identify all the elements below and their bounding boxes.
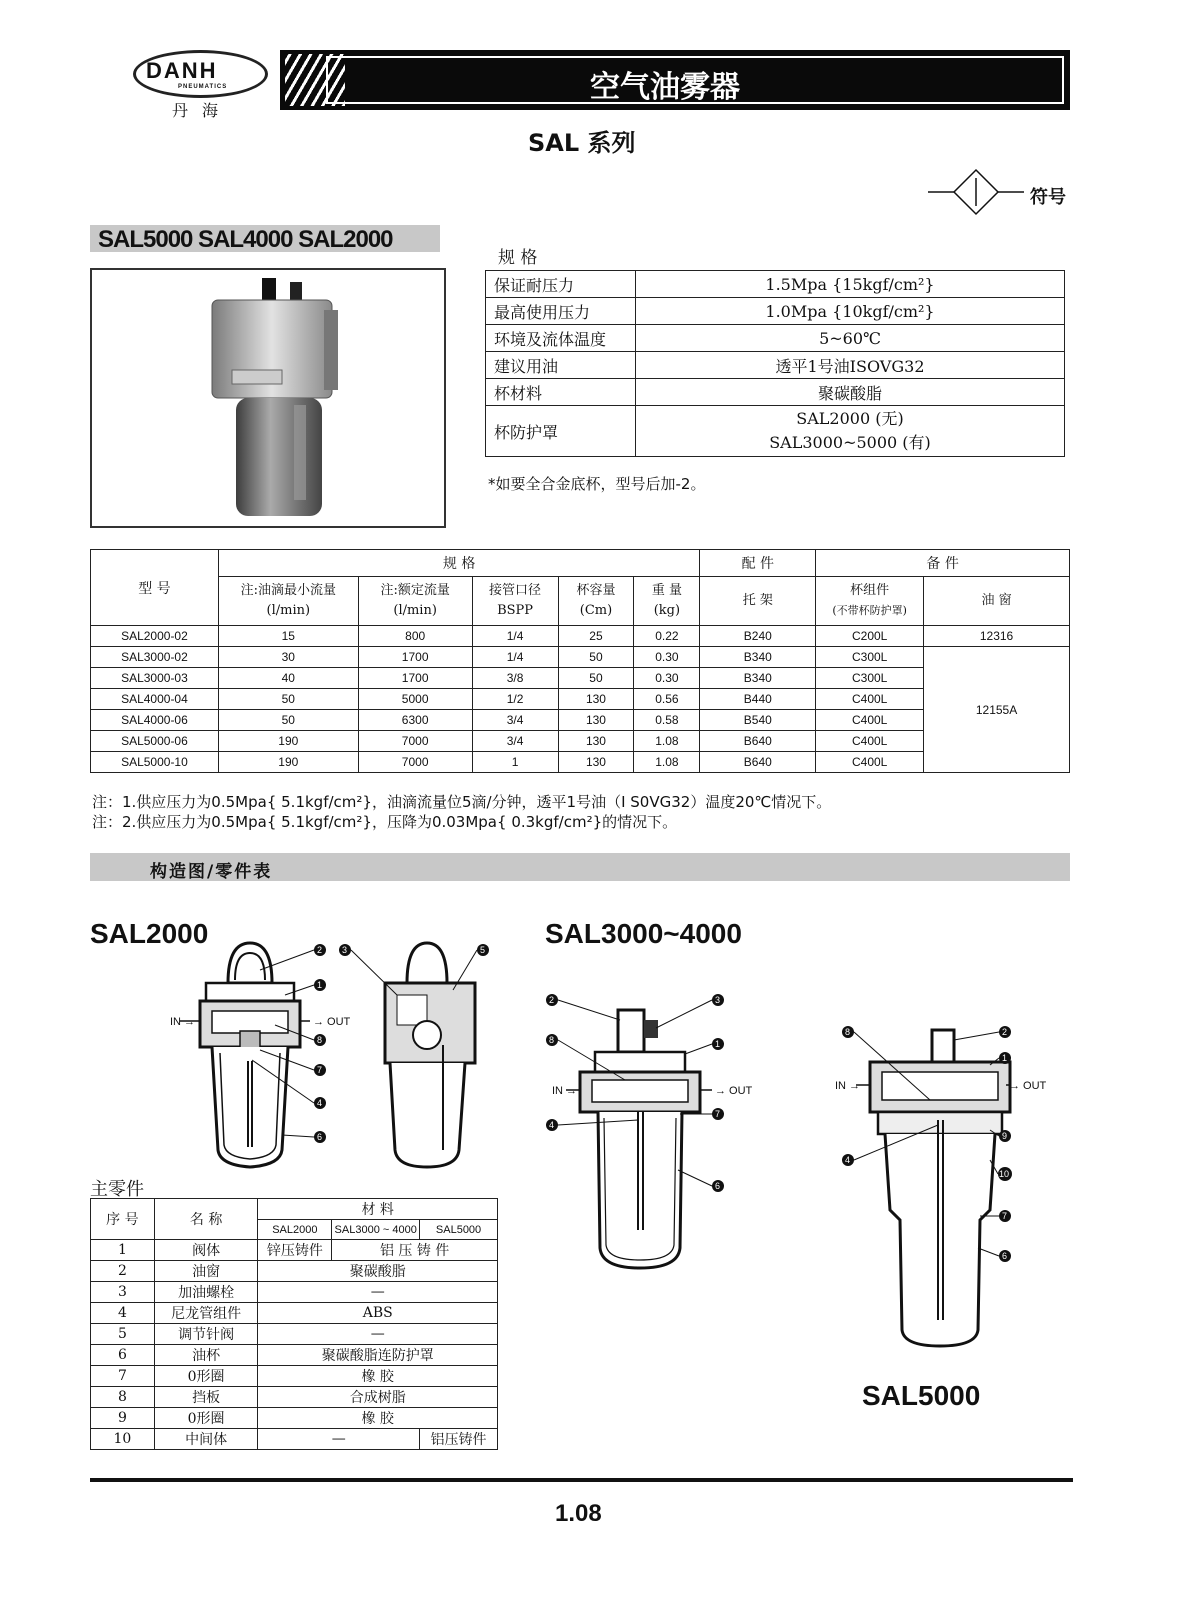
out-label: → OUT xyxy=(715,1085,753,1097)
parts-cell: 2 xyxy=(91,1261,155,1282)
header-model: 型 号 xyxy=(91,550,219,626)
table-cell: 1/4 xyxy=(472,647,558,668)
spec-value: 1.0Mpa {10kgf/cm²} xyxy=(636,298,1065,325)
svg-text:8: 8 xyxy=(549,1035,555,1045)
parts-cell: 聚碳酸脂连防护罩 xyxy=(258,1345,498,1366)
parts-cell: 阀体 xyxy=(154,1240,258,1261)
header-unit: BSPP xyxy=(497,603,534,618)
table-cell: C400L xyxy=(816,710,924,731)
note-line: 注：2.供应压力为0.5Mpa{ 5.1kgf/cm²}，压降为0.03Mpa{ 0.3kgf/cm²}的情况下。 xyxy=(92,813,678,831)
parts-header-name: 名 称 xyxy=(154,1199,258,1240)
parts-cell: 锌压铸件 xyxy=(258,1240,332,1261)
parts-cell: 0形圈 xyxy=(154,1366,258,1387)
parts-cell: 橡 胶 xyxy=(258,1366,498,1387)
svg-text:10: 10 xyxy=(999,1169,1010,1179)
spec-label: 杯防护罩 xyxy=(486,406,636,457)
svg-text:8: 8 xyxy=(317,1035,323,1045)
table-cell: C300L xyxy=(816,668,924,689)
parts-cell: 油窗 xyxy=(154,1261,258,1282)
out-label: → OUT xyxy=(313,1016,351,1028)
parts-cell: 8 xyxy=(91,1387,155,1408)
svg-text:4: 4 xyxy=(317,1098,323,1108)
spec-label: 杯材料 xyxy=(486,379,636,406)
svg-text:6: 6 xyxy=(1002,1251,1008,1261)
table-cell: 190 xyxy=(218,752,358,773)
table-cell: 30 xyxy=(218,647,358,668)
svg-text:6: 6 xyxy=(715,1181,721,1191)
table-cell: B640 xyxy=(700,752,816,773)
header-bracket: 托 架 xyxy=(700,577,816,626)
table-cell: 40 xyxy=(218,668,358,689)
section-title: 构造图/零件表 xyxy=(150,862,273,882)
oil-window-cell: 12316 xyxy=(924,626,1070,647)
header-text: 杯容量 xyxy=(576,583,616,598)
svg-text:2: 2 xyxy=(549,995,555,1005)
parts-row xyxy=(91,1429,498,1450)
table-cell: 130 xyxy=(558,731,634,752)
svg-text:2: 2 xyxy=(1002,1027,1008,1037)
spec-label: 建议用油 xyxy=(486,352,636,379)
header-unit: (Cm) xyxy=(579,603,613,618)
diagram-label-sal3000-4000: SAL3000~4000 xyxy=(545,918,742,949)
svg-text:7: 7 xyxy=(715,1109,721,1119)
parts-row xyxy=(91,1282,498,1303)
table-cell: 25 xyxy=(558,626,634,647)
header-port-size xyxy=(472,577,558,626)
table-cell: 1 xyxy=(472,752,558,773)
header-oil-window: 油 窗 xyxy=(924,577,1070,626)
header-text: 接管口径 xyxy=(489,583,542,598)
parts-cell: 3 xyxy=(91,1282,155,1303)
spec-value xyxy=(636,406,1065,457)
parts-cell: 油杯 xyxy=(154,1345,258,1366)
table-row xyxy=(91,752,1070,773)
parts-table xyxy=(90,1198,498,1450)
parts-cell: 铝 压 铸 件 xyxy=(332,1240,498,1261)
spec-label: 环境及流体温度 xyxy=(486,325,636,352)
table-cell: 130 xyxy=(558,689,634,710)
diagram-label-sal2000: SAL2000 xyxy=(90,918,209,949)
header-cup-assembly xyxy=(816,577,924,626)
parts-header-sal2000: SAL2000 xyxy=(258,1220,332,1240)
header-text: 杯组件 xyxy=(850,583,890,598)
spec-label: 最高使用压力 xyxy=(486,298,636,325)
table-cell: 5000 xyxy=(358,689,472,710)
table-notes xyxy=(92,792,831,832)
table-cell: 130 xyxy=(558,752,634,773)
table-cell: SAL5000-06 xyxy=(91,731,219,752)
table-cell: 50 xyxy=(218,689,358,710)
table-row xyxy=(91,731,1070,752)
table-row xyxy=(91,668,1070,689)
parts-header-sal3000-4000: SAL3000 ~ 4000 xyxy=(332,1220,420,1240)
header-unit: (不带杯防护罩) xyxy=(832,604,907,617)
table-cell: C300L xyxy=(816,647,924,668)
table-cell: 7000 xyxy=(358,731,472,752)
parts-header-no: 序 号 xyxy=(91,1199,155,1240)
header-min-drip xyxy=(218,577,358,626)
table-cell: 0.30 xyxy=(634,647,700,668)
spec-heading: 规 格 xyxy=(498,248,538,268)
svg-text:4: 4 xyxy=(845,1155,851,1165)
parts-header-row xyxy=(91,1199,498,1220)
parts-cell: 1 xyxy=(91,1240,155,1261)
sal3000-4000-section-drawing xyxy=(540,990,753,1285)
table-cell: SAL5000-10 xyxy=(91,752,219,773)
parts-cell: — xyxy=(258,1324,498,1345)
in-label: IN → xyxy=(552,1085,578,1097)
parts-row xyxy=(91,1387,498,1408)
in-label: IN → xyxy=(170,1016,196,1028)
logo-subtext: PNEUMATICS xyxy=(178,84,228,90)
table-row xyxy=(91,647,1070,668)
svg-text:3: 3 xyxy=(715,995,721,1005)
table-cell: 0.22 xyxy=(634,626,700,647)
parts-row xyxy=(91,1261,498,1282)
oil-window-cell: 12155A xyxy=(924,647,1070,773)
table-cell: B340 xyxy=(700,647,816,668)
svg-text:1: 1 xyxy=(715,1039,721,1049)
svg-text:2: 2 xyxy=(317,945,323,955)
header-fitting: 配 件 xyxy=(700,550,816,577)
spec-value: 透平1号油ISOVG32 xyxy=(636,352,1065,379)
parts-cell: 橡 胶 xyxy=(258,1408,498,1429)
table-cell: SAL4000-04 xyxy=(91,689,219,710)
spec-value-line: SAL3000~5000 (有) xyxy=(769,433,931,452)
svg-text:1: 1 xyxy=(1002,1053,1008,1063)
header-text: 注:额定流量 xyxy=(380,583,450,598)
table-cell: 190 xyxy=(218,731,358,752)
spec-row xyxy=(486,271,1065,298)
table-subheader-row xyxy=(91,577,1070,626)
table-cell: B340 xyxy=(700,668,816,689)
svg-text:4: 4 xyxy=(549,1120,555,1130)
table-cell: 0.30 xyxy=(634,668,700,689)
parts-cell: 尼龙管组件 xyxy=(154,1303,258,1324)
spec-row xyxy=(486,325,1065,352)
parts-cell: 0形圈 xyxy=(154,1408,258,1429)
table-cell: 130 xyxy=(558,710,634,731)
spec-row xyxy=(486,379,1065,406)
table-cell: 1700 xyxy=(358,668,472,689)
svg-text:9: 9 xyxy=(1002,1131,1008,1141)
table-row xyxy=(91,626,1070,647)
spec-value-line: SAL2000 (无) xyxy=(796,409,904,428)
sal2000-section-drawing xyxy=(160,935,360,1180)
parts-cell: 铝压铸件 xyxy=(420,1429,498,1450)
header-spare: 备 件 xyxy=(816,550,1070,577)
spec-row xyxy=(486,406,1065,457)
table-cell: 50 xyxy=(558,647,634,668)
table-cell: 800 xyxy=(358,626,472,647)
table-cell: 50 xyxy=(558,668,634,689)
table-cell: 7000 xyxy=(358,752,472,773)
parts-header-sal5000: SAL5000 xyxy=(420,1220,498,1240)
table-row xyxy=(91,710,1070,731)
table-cell: 0.58 xyxy=(634,710,700,731)
table-cell: C400L xyxy=(816,689,924,710)
table-cell: B640 xyxy=(700,731,816,752)
lubricator-photo-icon xyxy=(92,270,444,526)
svg-text:1: 1 xyxy=(317,980,323,990)
table-cell: 50 xyxy=(218,710,358,731)
parts-cell: 4 xyxy=(91,1303,155,1324)
parts-heading: 主零件 xyxy=(90,1179,144,1200)
note-line: 注：1.供应压力为0.5Mpa{ 5.1kgf/cm²}，油滴流量位5滴/分钟，透平1号油（I S0VG32）温度20℃情况下。 xyxy=(92,793,832,811)
page-title: 空气油雾器 xyxy=(590,70,740,105)
table-cell: 1/4 xyxy=(472,626,558,647)
header-rated-flow xyxy=(358,577,472,626)
parts-row xyxy=(91,1303,498,1324)
table-cell: 3/4 xyxy=(472,710,558,731)
product-photo xyxy=(90,268,446,528)
table-cell: B540 xyxy=(700,710,816,731)
table-cell: C200L xyxy=(816,626,924,647)
parts-cell: 加油螺栓 xyxy=(154,1282,258,1303)
model-list: SAL5000 SAL4000 SAL2000 xyxy=(98,226,393,253)
spec-label: 保证耐压力 xyxy=(486,271,636,298)
lubricator-symbol-icon xyxy=(928,168,1028,216)
table-cell: C400L xyxy=(816,731,924,752)
parts-cell: 9 xyxy=(91,1408,155,1429)
spec-table xyxy=(485,270,1065,457)
parts-row xyxy=(91,1366,498,1387)
table-cell: 3/4 xyxy=(472,731,558,752)
header-spec: 规 格 xyxy=(218,550,700,577)
parts-cell: 挡板 xyxy=(154,1387,258,1408)
parts-row xyxy=(91,1345,498,1366)
parts-cell: 6 xyxy=(91,1345,155,1366)
spec-value: 聚碳酸脂 xyxy=(636,379,1065,406)
parts-header-material: 材 料 xyxy=(258,1199,498,1220)
table-row xyxy=(91,689,1070,710)
header-unit: (kg) xyxy=(653,603,681,618)
table-cell: 1700 xyxy=(358,647,472,668)
parts-cell: 7 xyxy=(91,1366,155,1387)
logo-text: DANH xyxy=(146,58,218,83)
parts-cell: 调节针阀 xyxy=(154,1324,258,1345)
parts-cell: ABS xyxy=(258,1303,498,1324)
table-cell: 1/2 xyxy=(472,689,558,710)
header-cup-capacity xyxy=(558,577,634,626)
spec-row xyxy=(486,298,1065,325)
svg-text:6: 6 xyxy=(317,1132,323,1142)
svg-text:7: 7 xyxy=(317,1065,323,1075)
svg-text:5: 5 xyxy=(480,945,486,955)
parts-cell: 中间体 xyxy=(154,1429,258,1450)
parts-cell: 合成树脂 xyxy=(258,1387,498,1408)
parts-row xyxy=(91,1240,498,1261)
model-table xyxy=(90,549,1070,773)
parts-row xyxy=(91,1324,498,1345)
header-weight xyxy=(634,577,700,626)
symbol-label: 符号 xyxy=(1030,187,1066,208)
logo-chinese: 丹海 xyxy=(172,101,233,120)
table-cell: B240 xyxy=(700,626,816,647)
svg-text:7: 7 xyxy=(1002,1211,1008,1221)
diagram-label-sal5000: SAL5000 xyxy=(862,1380,981,1411)
parts-cell: 10 xyxy=(91,1429,155,1450)
spec-row xyxy=(486,352,1065,379)
parts-cell: 聚碳酸脂 xyxy=(258,1261,498,1282)
series-title: SAL 系列 xyxy=(528,129,636,157)
table-cell: SAL3000-03 xyxy=(91,668,219,689)
header-unit: (l/min) xyxy=(393,603,437,618)
table-cell: 1.08 xyxy=(634,731,700,752)
sal2000-side-drawing xyxy=(335,935,495,1180)
parts-cell: 5 xyxy=(91,1324,155,1345)
parts-cell: — xyxy=(258,1282,498,1303)
sal5000-section-drawing xyxy=(830,1020,1047,1355)
table-cell: C400L xyxy=(816,752,924,773)
header-text: 注:油滴最小流量 xyxy=(240,583,336,598)
out-label: → OUT xyxy=(1009,1080,1047,1092)
parts-row xyxy=(91,1408,498,1429)
table-cell: 1.08 xyxy=(634,752,700,773)
header-text: 重 量 xyxy=(651,583,682,598)
footer-rule xyxy=(90,1478,1073,1482)
in-label: IN → xyxy=(835,1080,861,1092)
header-unit: (l/min) xyxy=(266,603,311,618)
spec-value: 1.5Mpa {15kgf/cm²} xyxy=(636,271,1065,298)
table-cell: B440 xyxy=(700,689,816,710)
table-cell: SAL4000-06 xyxy=(91,710,219,731)
svg-text:8: 8 xyxy=(845,1027,851,1037)
table-cell: 0.56 xyxy=(634,689,700,710)
table-cell: 6300 xyxy=(358,710,472,731)
svg-text:3: 3 xyxy=(342,945,348,955)
parts-cell: — xyxy=(258,1429,420,1450)
table-cell: 15 xyxy=(218,626,358,647)
table-cell: 3/8 xyxy=(472,668,558,689)
table-cell: SAL3000-02 xyxy=(91,647,219,668)
table-header-row xyxy=(91,550,1070,577)
spec-value: 5~60℃ xyxy=(636,325,1065,352)
page-number: 1.08 xyxy=(555,1500,602,1527)
table-cell: SAL2000-02 xyxy=(91,626,219,647)
spec-note: *如要全合金底杯，型号后加-2。 xyxy=(488,475,706,493)
